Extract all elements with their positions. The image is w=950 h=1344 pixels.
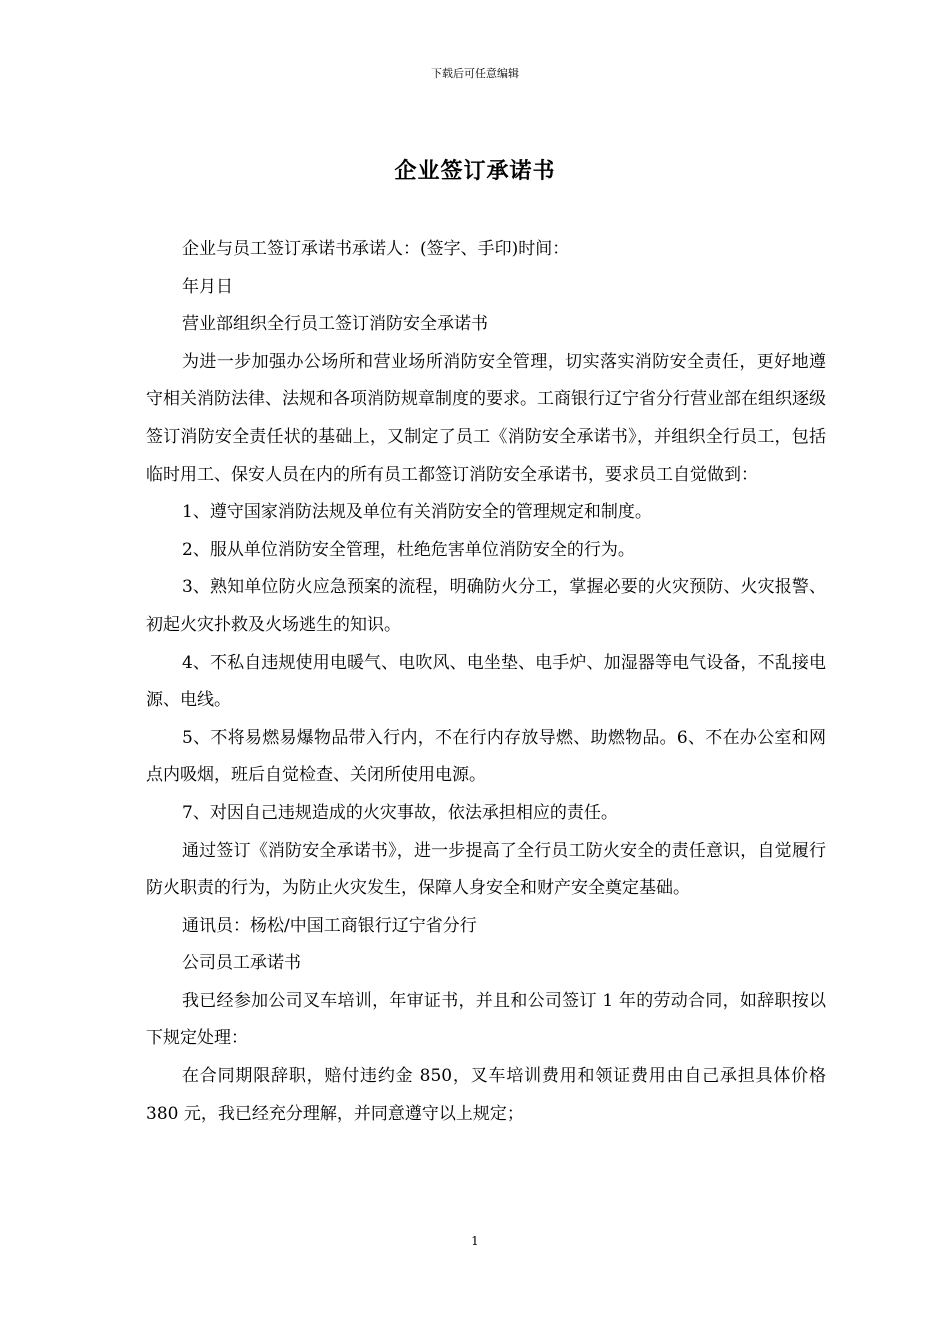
- list-item: 4、不私自违规使用电暖气、电吹风、电坐垫、电手炉、加湿器等电气设备，不乱接电源、电线。: [146, 652, 826, 711]
- paragraph: 为进一步加强办公场所和营业场所消防安全管理，切实落实消防安全责任，更好地遵守相关消防法律、法规和各项消防规章制度的要求。工商银行辽宁省分行营业部在组织逐级签订消防安全责任状的基础上，又制定了员工《消防安全承诺书》，并组织全行员工，包括临时用工、保安人员在内的所有员工都签订消防安全承诺书，要求员工自觉做到：: [146, 351, 826, 485]
- list-item: 2、服从单位消防安全管理，杜绝危害单位消防安全的行为。: [182, 539, 635, 560]
- paragraph: 营业部组织全行员工签订消防安全承诺书: [182, 314, 488, 335]
- page-number: 1: [471, 1234, 479, 1248]
- list-item: 1、遵守国家消防法规及单位有关消防安全的管理规定和制度。: [182, 502, 652, 523]
- paragraph: 我已经参加公司叉车培训，年审证书，并且和公司签订 1 年的劳动合同，如辞职按以下规定处理：: [146, 990, 826, 1049]
- paragraph: 公司员工承诺书: [182, 953, 301, 974]
- document-body: [146, 231, 826, 1133]
- paragraph: 通过签订《消防安全承诺书》，进一步提高了全行员工防火安全的责任意识，自觉履行防火职责的行为，为防止火灾发生，保障人身安全和财产安全奠定基础。: [146, 840, 826, 899]
- paragraph: 在合同期限辞职，赔付违约金 850，叉车培训费用和领证费用由自己承担具体价格 380 元，我已经充分理解，并同意遵守以上规定；: [146, 1066, 826, 1124]
- header-note: 下载后可任意编辑: [431, 67, 519, 80]
- list-item: 3、熟知单位防火应急预案的流程，明确防火分工，掌握必要的火灾预防、火灾报警、初起火灾扑救及火场逃生的知识。: [146, 577, 826, 635]
- document-title: 企业签订承诺书: [394, 158, 556, 184]
- paragraph: 年月日: [182, 276, 233, 297]
- list-item: 7、对因自己违规造成的火灾事故，依法承担相应的责任。: [182, 802, 618, 823]
- paragraph: 通讯员：杨松/中国工商银行辽宁省分行: [182, 915, 477, 936]
- paragraph: 企业与员工签订承诺书承诺人：(签字、手印)时间：: [182, 239, 570, 259]
- list-item: 5、不将易燃易爆物品带入行内，不在行内存放导燃、助燃物品。6、不在办公室和网点内吸烟，班后自觉检查、关闭所使用电源。: [146, 727, 826, 786]
